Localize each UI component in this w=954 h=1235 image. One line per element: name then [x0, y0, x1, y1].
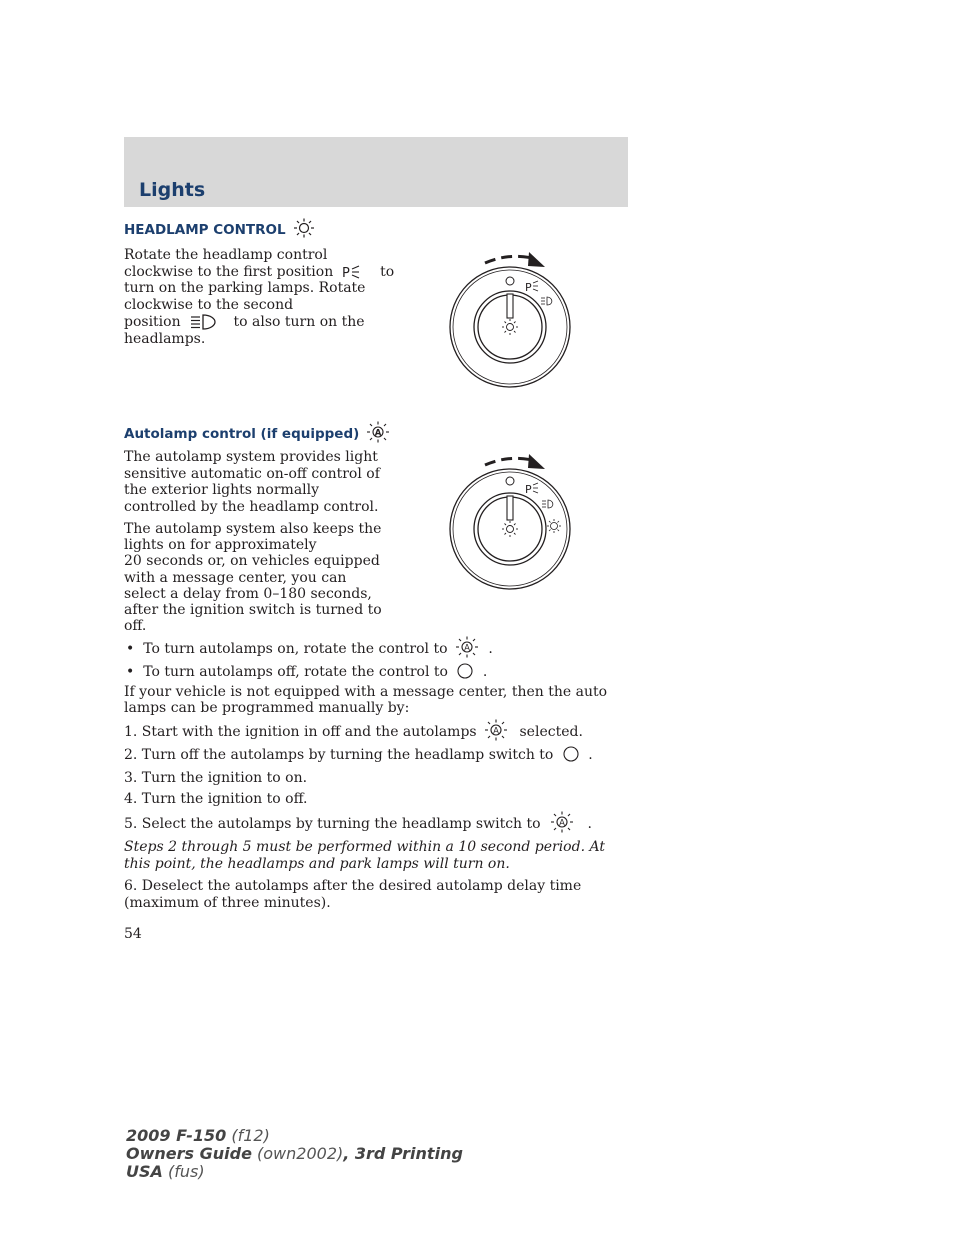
bullet-autolamps-on: • To turn autolamps on, rotate the control to A . — [124, 640, 614, 658]
timing-note: Steps 2 through 5 must be performed within a 10 second period. At this point, the headlamps and park lamps will turn on. — [124, 839, 605, 872]
svg-text:P: P — [525, 483, 532, 496]
document-footer: 2009 F-150 (f12) Owners Guide (own2002), 3rd Printing USA (fus) — [126, 1126, 463, 1181]
headlamp-paragraph: Rotate the headlamp control clockwise to the first position P to turn on the parking lamps. Rotate clockwise to the second position to also turn on the headlamps. — [124, 247, 395, 347]
headlamp-control-heading: HEADLAMP CONTROL — [124, 222, 316, 238]
step-2: 2. Turn off the autolamps by turning the headlamp switch to . — [124, 747, 614, 764]
svg-text:P: P — [525, 281, 532, 294]
step-3: 3. Turn the ignition to on. — [124, 770, 308, 786]
svg-text:A: A — [374, 428, 382, 439]
step-6: 6. Deselect the autolamps after the desired autolamp delay time (maximum of three minutes). — [124, 878, 582, 911]
step-1: 1. Start with the ignition in off and the autolamps A selected. — [124, 723, 614, 741]
step-5: 5. Select the autolamps by turning the headlamp switch to A . — [124, 815, 614, 833]
manual-programming-intro: If your vehicle is not equipped with a message center, then the auto lamps can be programmed manually by: — [124, 684, 608, 716]
autolamp-icon — [366, 421, 390, 443]
parking-lamp-icon — [340, 264, 366, 280]
autolamp-icon — [454, 636, 480, 658]
svg-text:A: A — [559, 818, 565, 829]
headlamp-sun-icon — [292, 218, 316, 238]
section-header — [124, 137, 628, 207]
off-position-icon — [562, 745, 580, 763]
page-number: 54 — [124, 926, 142, 942]
rotation-arrow-icon — [528, 454, 545, 469]
bullet-autolamps-off: • To turn autolamps off, rotate the control to . — [124, 664, 614, 681]
headlamp-knob-diagram — [440, 245, 580, 393]
autolamp-paragraph-1: The autolamp system provides light sensitive automatic on-off control of the exterior lights normally controlled by the headlamp control. — [124, 449, 380, 515]
svg-text:P: P — [341, 265, 350, 280]
autolamp-icon — [549, 811, 575, 833]
off-position-icon — [456, 662, 474, 680]
autolamp-paragraph-2: The autolamp system also keeps the lights on for approximately 20 seconds or, on vehicles equipped with a message center, you can select a delay from 0–180 seconds, after the ignition switch is turned to off. — [124, 521, 382, 635]
headlamp-on-icon — [189, 313, 217, 331]
svg-text:A: A — [493, 726, 499, 737]
autolamp-heading: Autolamp control (if equipped) A — [124, 425, 390, 443]
autolamp-icon — [483, 719, 509, 741]
svg-text:A: A — [464, 643, 470, 654]
step-4: 4. Turn the ignition to off. — [124, 791, 308, 807]
autolamp-knob-diagram — [440, 447, 580, 595]
section-title: Lights — [139, 179, 206, 201]
rotation-arrow-icon — [528, 252, 545, 267]
